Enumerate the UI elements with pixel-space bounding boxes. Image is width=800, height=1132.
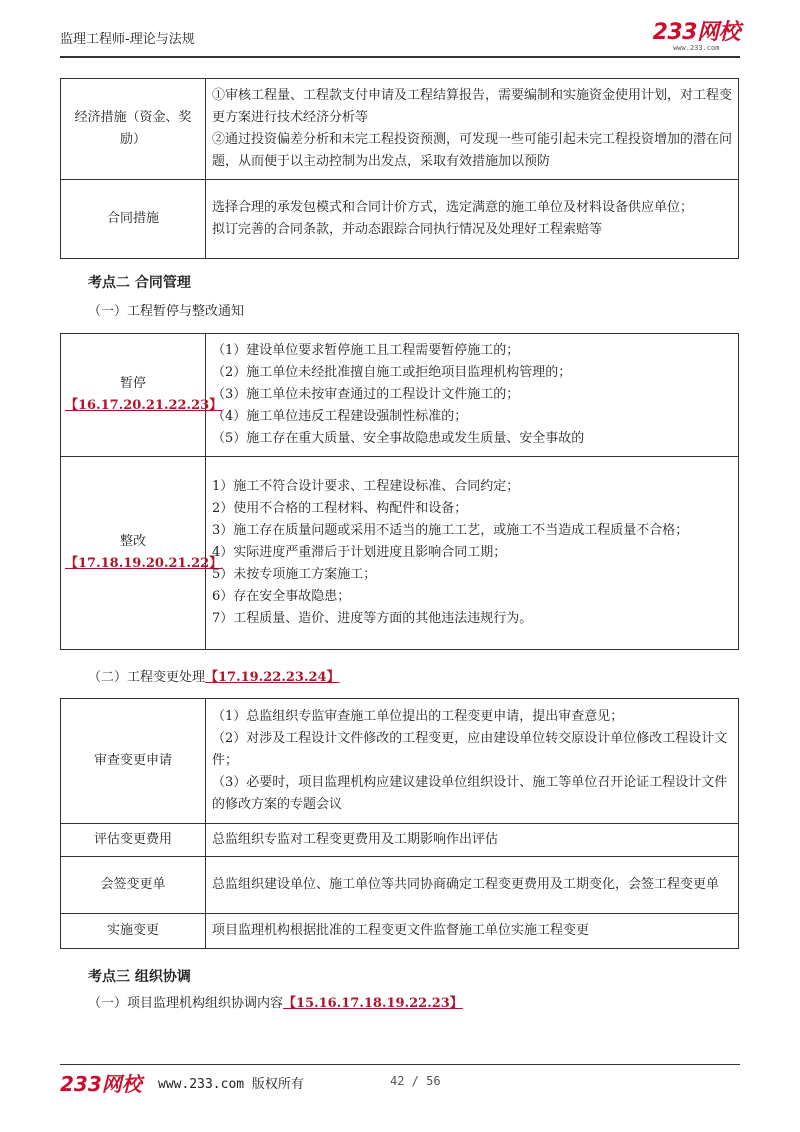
header-divider: [60, 56, 740, 58]
row-content: [206, 334, 739, 457]
label-text: 暂停: [119, 376, 146, 391]
exam-year-mark: 【17.18.19.20.21.22】: [65, 556, 223, 571]
section-title: 考点二 合同管理: [88, 275, 191, 291]
row-label: [61, 334, 223, 457]
label-text: 整改: [119, 534, 146, 549]
content-line: 项目监理机构根据批准的工程变更文件监督施工单位实施工程变更: [212, 923, 590, 938]
content-line: 4）实际进度严重滞后于计划进度且影响合同工期；: [212, 545, 507, 560]
row-content: [206, 79, 739, 180]
table-row: [61, 824, 739, 857]
measures-table: [60, 78, 739, 259]
subsection-title: [88, 992, 463, 1011]
suspension-table: [60, 333, 739, 650]
content-line: （2）对涉及工程设计文件修改的工程变更，应由建设单位转交原设计单位修改工程设计文件；: [212, 731, 728, 768]
footer-copyright: www.233.com 版权所有: [158, 1077, 304, 1092]
row-content: [206, 857, 739, 914]
change-table: [60, 698, 739, 949]
row-content: [206, 457, 739, 650]
content-line: （3）必要时，项目监理机构应建议建设单位组织设计、施工等单位召开论证工程设计文件的修改方案的专题会议: [212, 775, 728, 812]
subsection-title: （一）工程暂停与整改通知: [88, 304, 245, 319]
page-number: 42 / 56: [390, 1074, 441, 1088]
content-line: （1）总监组织专监审查施工单位提出的工程变更申请，提出审查意见；: [212, 709, 624, 724]
content-line: 拟订完善的合同条款，并动态跟踪合同执行情况及处理好工程索赔等: [212, 222, 603, 237]
table-row: [61, 334, 739, 457]
row-content: [206, 180, 739, 259]
table-row: [61, 457, 739, 650]
footer-logo: 233网校: [60, 1072, 142, 1096]
content-line: （5）施工存在重大质量、安全事故隐患或发生质量、安全事故的: [212, 431, 585, 446]
brand-logo: [653, 22, 740, 52]
row-content: [206, 699, 739, 824]
content-line: 选择合理的承发包模式和合同计价方式，选定满意的施工单位及材料设备供应单位；: [212, 200, 694, 215]
content-line: ①审核工程量、工程款支付申请及工程结算报告，需要编制和实施资金使用计划，对工程变更方案进行技术经济分析等: [212, 88, 733, 125]
header-title: 监理工程师-理论与法规: [60, 32, 195, 47]
logo-url: www.233.com: [673, 44, 720, 52]
table-row: [61, 180, 739, 259]
exam-year-mark: 【15.16.17.18.19.22.23】: [283, 996, 463, 1011]
row-content: [206, 824, 739, 857]
content-line: （4）施工单位违反工程建设强制性标准的；: [212, 409, 468, 424]
content-line: 3）施工存在质量问题或采用不适当的施工工艺，或施工不当造成工程质量不合格；: [212, 523, 689, 538]
exam-year-mark: 【16.17.20.21.22.23】: [65, 398, 223, 413]
content-line: 2）使用不合格的工程材料、构配件和设备；: [212, 501, 468, 516]
table-row: [61, 79, 739, 180]
row-label: 会签变更单: [61, 857, 206, 914]
content-line: （3）施工单位未按审查通过的工程设计文件施工的；: [212, 387, 520, 402]
table-row: [61, 914, 739, 949]
row-label: 合同措施: [61, 180, 206, 259]
page-footer: [60, 1070, 740, 1094]
content-line: 总监组织专监对工程变更费用及工期影响作出评估: [212, 832, 499, 847]
row-label: 实施变更: [61, 914, 206, 949]
subsection-title: [88, 666, 340, 685]
content-line: （1）建设单位要求暂停施工且工程需要暂停施工的；: [212, 343, 520, 358]
content-line: （2）施工单位未经批准擅自施工或拒绝项目监理机构管理的；: [212, 365, 572, 380]
page-header: [60, 22, 740, 54]
row-label: [61, 457, 223, 650]
subsection-text: （二）工程变更处理: [88, 670, 206, 685]
row-label: 审查变更申请: [61, 699, 206, 824]
content-line: 6）存在安全事故隐患；: [212, 589, 351, 604]
row-content: [206, 914, 739, 949]
content-line: 7）工程质量、造价、进度等方面的其他违法违规行为。: [212, 611, 533, 626]
footer-divider: [60, 1064, 740, 1065]
table-row: [61, 857, 739, 914]
exam-year-mark: 【17.19.22.23.24】: [205, 670, 340, 685]
row-label: 经济措施（资金、奖励）: [61, 79, 206, 180]
table-row: [61, 699, 739, 824]
content-line: ②通过投资偏差分析和未完工程投资预测，可发现一些可能引起未完工程投资增加的潜在问题，从而便于以主动控制为出发点，采取有效措施加以预防: [212, 132, 733, 169]
content-line: 5）未按专项施工方案施工；: [212, 567, 377, 582]
row-label: 评估变更费用: [61, 824, 206, 857]
subsection-text: （一）项目监理机构组织协调内容: [88, 996, 284, 1011]
logo-text: 233网校: [652, 20, 740, 45]
content-line: 总监组织建设单位、施工单位等共同协商确定工程变更费用及工期变化，会签工程变更单: [212, 877, 720, 892]
section-title: 考点三 组织协调: [88, 969, 191, 985]
content-line: 1）施工不符合设计要求、工程建设标准、合同约定；: [212, 479, 520, 494]
